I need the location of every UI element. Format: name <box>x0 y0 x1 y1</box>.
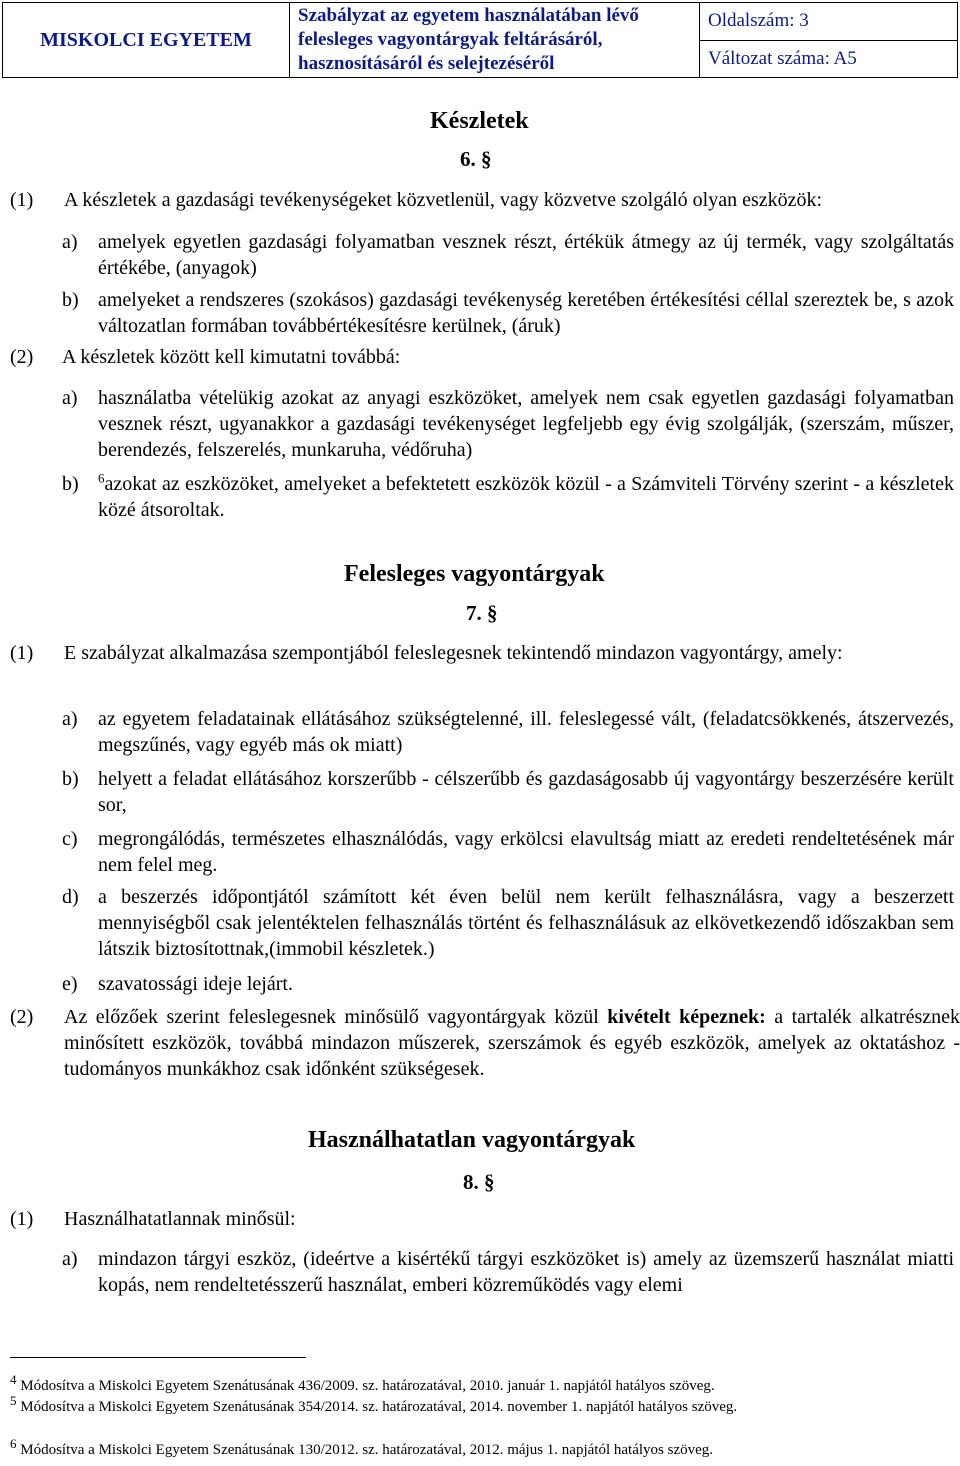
footnote-number: 6 <box>10 1436 17 1451</box>
document-header <box>2 2 958 78</box>
paragraph-text: A készletek között kell kimutatni továbbá: <box>62 346 401 368</box>
header-title-line: Szabályzat az egyetem használatában lévő <box>298 5 639 26</box>
paragraph-text: E szabályzat alkalmazása szempontjából feleslegesnek tekintendő mindazon vagyontárgy, amely: <box>64 642 843 664</box>
item-label: e) <box>62 973 78 995</box>
header-title-line: felesleges vagyontárgyak feltárásáról, <box>298 29 603 50</box>
item-label: b) <box>62 768 79 790</box>
page-number-label: Oldalszám: 3 <box>700 3 957 41</box>
paragraph-number: (1) <box>10 642 34 664</box>
section-7-number: 7. § <box>466 601 498 625</box>
text-run: a tartalék alkatrésznek minősített eszközök, továbbá mindazon műszerek, szerszámok és egyéb eszközök, amelyek az oktatáshoz - tudományos munkákhoz csak időnként szükségesek. <box>64 1006 960 1080</box>
header-organization: MISKOLCI EGYETEM <box>3 3 290 77</box>
item-text: helyett a feladat ellátásához korszerűbb - célszerűbb és gazdaságosabb új vagyontárgy beszerzésére került sor, <box>98 768 954 816</box>
footnote-ref: 6 <box>98 470 105 486</box>
footnote-number: 5 <box>10 1393 17 1408</box>
text-run: Az előzőek szerint feleslegesnek minősülő vagyontárgyak közül <box>64 1006 608 1028</box>
section-8-title: Használhatatlan vagyontárgyak <box>308 1127 636 1153</box>
section-6-number: 6. § <box>460 147 492 171</box>
item-label: a) <box>62 387 78 409</box>
footnote-separator <box>10 1357 306 1358</box>
paragraph-number: (2) <box>10 1006 34 1028</box>
paragraph-text <box>64 1004 960 1082</box>
paragraph-text: A készletek a gazdasági tevékenységeket közvetlenül, vagy közvetve szolgáló olyan eszközök: <box>64 189 823 211</box>
footnote-number: 4 <box>10 1372 17 1387</box>
item-text-body: azokat az eszközöket, amelyeket a befektetett eszközök közül - a Számviteli Törvény szerint - a készletek közé átsoroltak. <box>98 473 954 521</box>
footnote-6 <box>10 1436 950 1460</box>
version-label: Változat száma: A5 <box>708 47 857 69</box>
item-label: c) <box>62 828 78 850</box>
item-text: használatba vételükig azokat az anyagi eszközöket, amelyek nem csak egyetlen gazdasági folyamatban vesznek részt, ugyanakkor a gazdasági tevékenységet legfeljebb egy évig szolgálják, (szerszám, műszer, berendezés, felszerelés, munkaruha, védőruha) <box>98 387 954 461</box>
paragraph-number: (1) <box>10 1208 34 1230</box>
item-label: b) <box>62 289 79 311</box>
section-8-number: 8. § <box>463 1170 495 1194</box>
header-title-line: hasznosításáról és selejtezéséről <box>298 53 555 74</box>
header-meta <box>700 3 957 77</box>
section-6-title: Készletek <box>430 108 529 134</box>
item-text: a beszerzés időpontjától számított két éven belül nem került felhasználásra, vagy a beszerzett mennyiségből csak jelentéktelen felhasználás történt és felhasználásuk az elkövetkezendő időszakban sem látszik biztosítottnak,(immobil készletek.) <box>98 886 954 960</box>
footnote-text: Módosítva a Miskolci Egyetem Szenátusának 130/2012. sz. határozatával, 2012. május 1. napjától hatályos szöveg. <box>20 1442 714 1458</box>
section-7-title: Felesleges vagyontárgyak <box>344 561 605 587</box>
item-label: b) <box>62 473 79 495</box>
item-text: mindazon tárgyi eszköz, (ideértve a kisértékű tárgyi eszközöket is) amely az üzemszerű használat miatti kopás, nem rendeltetésszerű használat, emberi közreműködés vagy elemi <box>98 1248 954 1296</box>
item-text: az egyetem feladatainak ellátásához szükségtelenné, ill. feleslegessé vált, (feladatcsökkenés, átszervezés, megszűnés, vagy egyéb más ok miatt) <box>98 708 954 756</box>
item-text: amelyeket a rendszeres (szokásos) gazdasági tevékenység keretében értékesítési céllal szereztek be, s azok változatlan formában továbbértékesítésre kerülnek, (áruk) <box>98 289 954 337</box>
item-text: megrongálódás, természetes elhasználódás, vagy erkölcsi elavultság miatt az eredeti rendeltetésének már nem felel meg. <box>98 828 954 876</box>
footnote-text: Módosítva a Miskolci Egyetem Szenátusának 436/2009. sz. határozatával, 2010. január 1. napjától hatályos szöveg. <box>20 1378 715 1394</box>
bold-run: kivételt képeznek: <box>607 1006 766 1028</box>
paragraph-number: (2) <box>10 346 34 368</box>
footnote-text: Módosítva a Miskolci Egyetem Szenátusának 354/2014. sz. határozatával, 2014. november 1. napjától hatályos szöveg. <box>20 1399 738 1415</box>
paragraph-text: Használhatatlannak minősül: <box>64 1208 296 1230</box>
item-label: d) <box>62 886 79 908</box>
paragraph-number: (1) <box>10 189 34 211</box>
item-label: a) <box>62 231 78 253</box>
footnote-5 <box>10 1393 950 1417</box>
item-text: amelyek egyetlen gazdasági folyamatban vesznek részt, értékük átmegy az új termék, vagy szolgáltatás értékébe, (anyagok) <box>98 231 954 279</box>
item-text: szavatossági ideje lejárt. <box>98 973 293 995</box>
header-title <box>290 3 700 77</box>
item-label: a) <box>62 708 78 730</box>
item-text <box>98 471 954 523</box>
item-label: a) <box>62 1248 78 1270</box>
footnote-4 <box>10 1372 950 1396</box>
